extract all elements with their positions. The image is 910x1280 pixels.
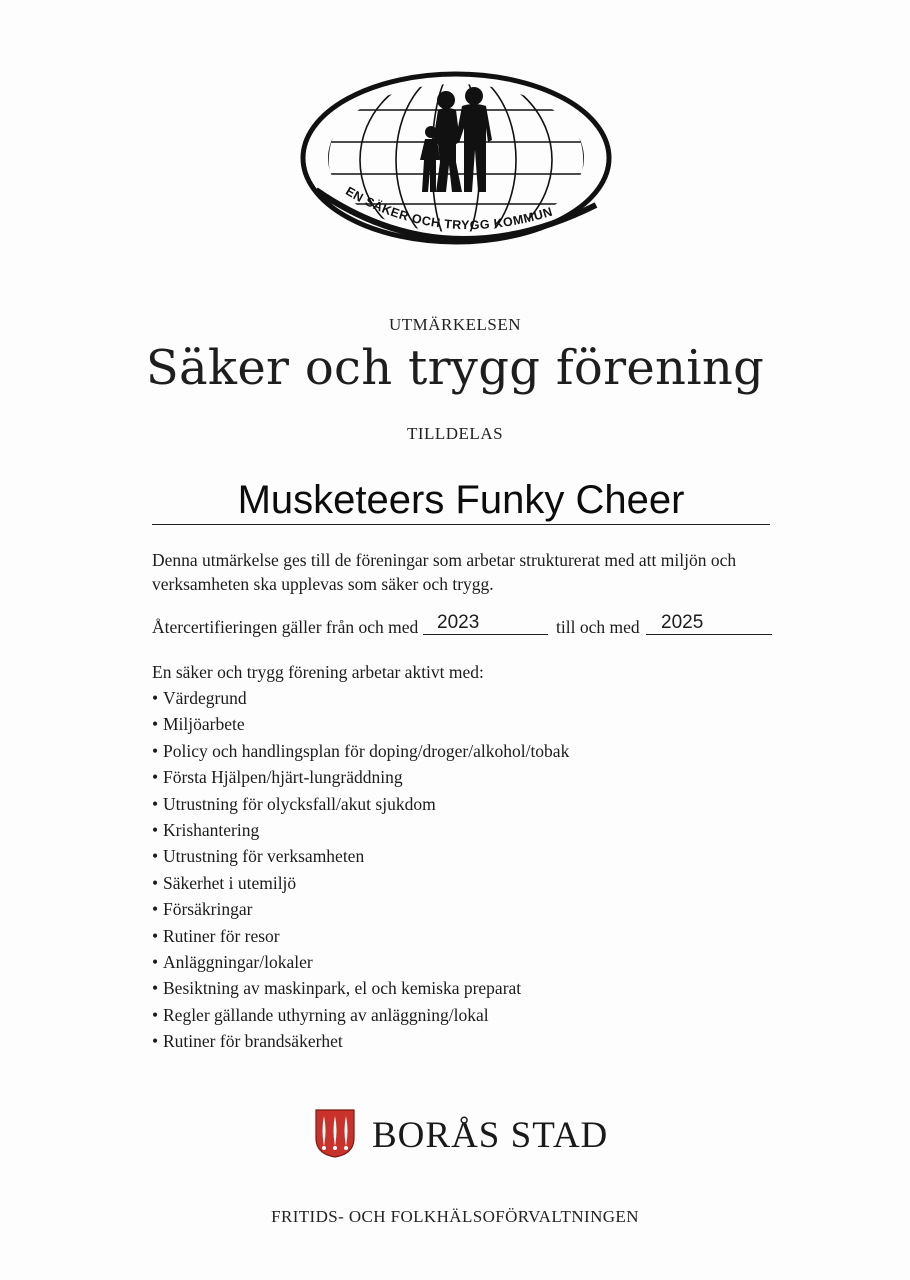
bullet-icon: • xyxy=(152,951,159,972)
list-item-label: Krishantering xyxy=(163,819,260,840)
list-item-label: Säkerhet i utemiljö xyxy=(163,872,297,893)
award-description: Denna utmärkelse ges till de föreningar som arbetar strukturerat med att miljön och verksamheten ska upplevas som säker och trygg. xyxy=(152,550,737,594)
awarded-label: TILLDELAS xyxy=(406,424,504,443)
list-item xyxy=(152,843,569,869)
bullet-icon: • xyxy=(152,978,159,999)
recert-from-field: 2023 xyxy=(423,612,548,635)
bullet-icon: • xyxy=(152,846,159,867)
bullet-icon: • xyxy=(152,1004,159,1025)
family-globe-emblem-icon xyxy=(296,70,616,260)
award-title: Säker och trygg förening xyxy=(145,340,765,396)
department-name: FRITIDS- OCH FOLKHÄLSOFÖRVALTNINGEN xyxy=(271,1207,639,1226)
list-item xyxy=(152,791,569,817)
list-item xyxy=(152,1002,569,1028)
list-item-label: Rutiner för resor xyxy=(163,925,280,946)
recert-from-label: Återcertifieringen gäller från och med xyxy=(152,617,419,637)
list-item-label: Värdegrund xyxy=(163,688,247,708)
bullet-icon: • xyxy=(152,740,159,761)
list-item-label: Första Hjälpen/hjärt-lungräddning xyxy=(163,767,403,788)
list-item-label: Besiktning av maskinpark, el och kemiska preparat xyxy=(163,978,522,999)
award-label: UTMÄRKELSEN xyxy=(388,315,522,334)
list-item xyxy=(152,738,569,764)
recert-to-field: 2025 xyxy=(646,612,772,635)
list-item-label: Anläggningar/lokaler xyxy=(163,951,313,972)
boras-coat-of-arms-icon xyxy=(314,1108,356,1158)
activities-intro: En säker och trygg förening arbetar aktivt med: xyxy=(152,662,484,682)
list-item xyxy=(152,949,569,975)
list-item-label: Utrustning för verksamheten xyxy=(163,846,365,867)
bullet-icon: • xyxy=(152,1031,159,1052)
bullet-icon: • xyxy=(152,793,159,814)
list-item xyxy=(152,817,569,843)
recipient-name: Musketeers Funky Cheer xyxy=(237,478,685,522)
activity-list xyxy=(152,685,569,1054)
list-item xyxy=(152,685,569,711)
list-item-label: Utrustning för olycksfall/akut sjukdom xyxy=(163,793,436,814)
list-item-label: Regler gällande uthyrning av anläggning/lokal xyxy=(163,1004,489,1025)
bullet-icon: • xyxy=(152,714,159,735)
city-logo xyxy=(314,1108,609,1160)
list-item xyxy=(152,975,569,1001)
bullet-icon: • xyxy=(152,767,159,788)
city-name: BORÅS STAD xyxy=(372,1115,609,1156)
list-item xyxy=(152,1028,569,1054)
bullet-icon: • xyxy=(152,925,159,946)
recertification-period xyxy=(152,612,777,642)
list-item xyxy=(152,923,569,949)
list-item xyxy=(152,764,569,790)
list-item xyxy=(152,896,569,922)
bullet-icon: • xyxy=(152,899,159,920)
recipient-underline xyxy=(152,524,770,525)
list-item xyxy=(152,711,569,737)
bullet-icon: • xyxy=(152,688,159,708)
recert-to-label: till och med xyxy=(556,617,640,637)
emblem-arc-text: EN SÄKER OCH TRYGG KOMMUN xyxy=(343,184,555,233)
bullet-icon: • xyxy=(152,872,159,893)
list-item xyxy=(152,870,569,896)
bullet-icon: • xyxy=(152,819,159,840)
list-item-label: Rutiner för brandsäkerhet xyxy=(163,1031,343,1052)
list-item-label: Försäkringar xyxy=(163,899,253,920)
list-item-label: Policy och handlingsplan för doping/droger/alkohol/tobak xyxy=(163,740,570,761)
list-item-label: Miljöarbete xyxy=(163,714,245,735)
